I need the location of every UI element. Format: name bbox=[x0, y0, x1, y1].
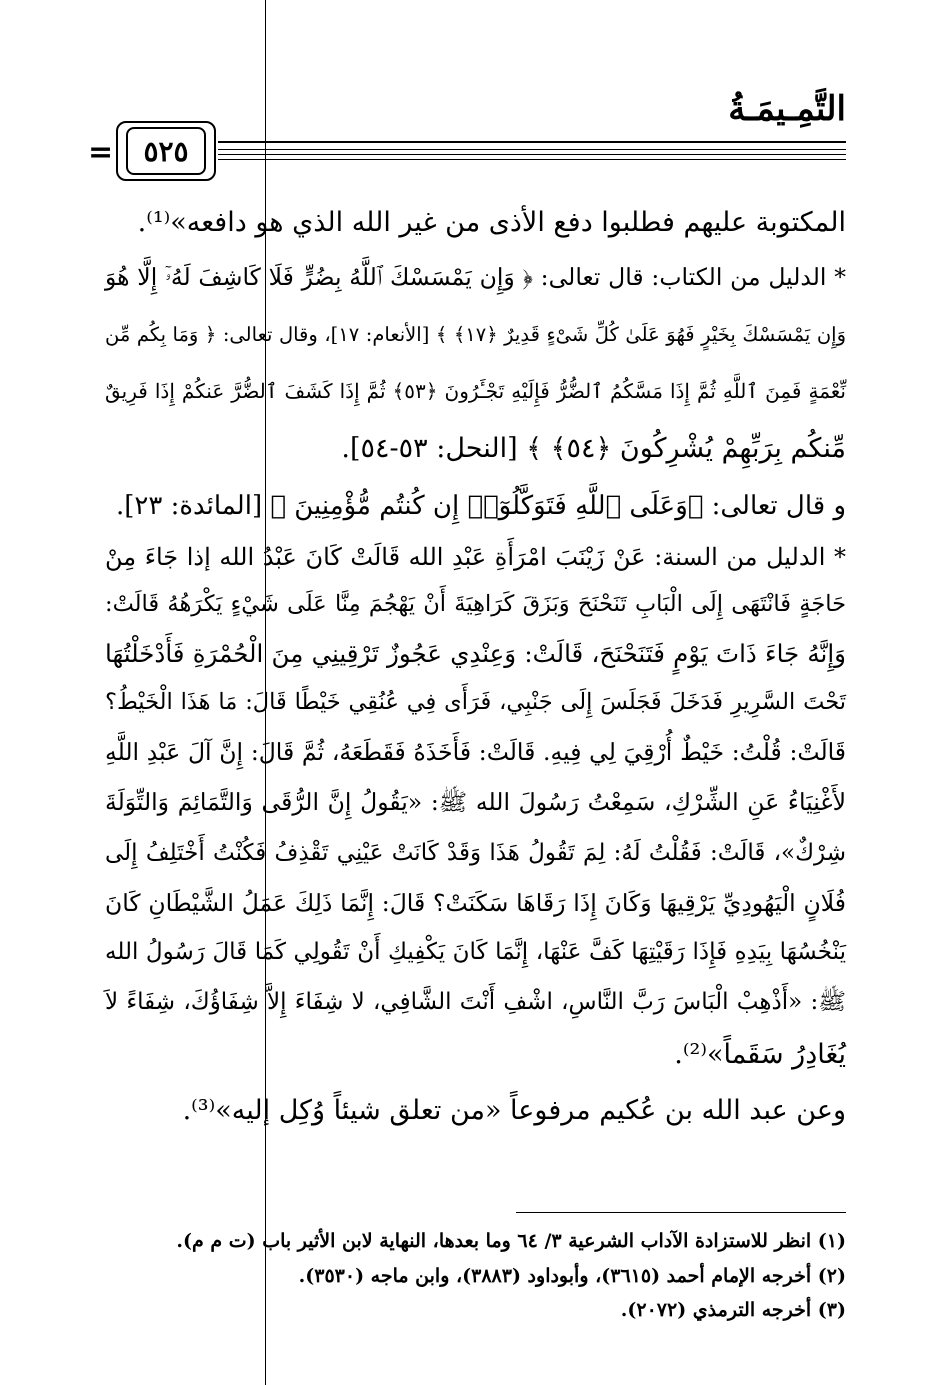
body-line: فُلَانٍ الْيَهُودِيِّ يَرْقِيهَا وَكَانَ إِذَا رَقَاهَا سَكَنَتْ؟ قَالَ: إِنَّمَا ذَلِكَ عَمَلُ الشَّيْطَانِ كَانَ bbox=[105, 889, 846, 917]
body-line: ﷺ: «أَذْهِبْ الْبَاسَ رَبَّ النَّاسِ، اشْفِ أَنْتَ الشَّافِي، لا شِفَاءَ إِلاَّ شِفَاؤُكَ، شِفَاءً لاَ bbox=[105, 989, 846, 1015]
body-line: وعن عبد الله بن عُكيم مرفوعاً «من تعلق شيئاً وُكِل إليه»⁽³⁾. bbox=[182, 1095, 846, 1126]
body-line: شِرْكٌ»، قَالَتْ: فَقُلْتُ لَهُ: لِمَ تَقُولُ هَذَا وَقَدْ كَانَتْ عَيْنِي تَقْذِفُ فَكُنْتُ أَخْتَلِفُ إِلَى bbox=[105, 840, 846, 866]
header-side-mark: = bbox=[88, 135, 114, 170]
running-title: التَّمِـيمَـةُ bbox=[728, 89, 846, 129]
body-line: * الدليل من السنة: عَنْ زَيْنَبَ امْرَأَةِ عَبْدِ الله قَالَتْ كَانَ عَبْدُ الله إذا جَاءَ مِنْ bbox=[105, 543, 846, 571]
body-line: تَحْتَ السَّرِيرِ فَدَخَلَ فَجَلَسَ إِلَى جَنْبِي، فَرَأَى فِي عُنُقِي خَيْطًا قَالَ: مَا هَذَا الْخَيْطُ؟ bbox=[105, 689, 846, 715]
footnote: (١) انظر للاستزادة الآداب الشرعية ٣/ ٦٤ وما بعدها، النهاية لابن الأثير باب (ت م م). bbox=[176, 1230, 846, 1252]
body-line: يَنْخُسُهَا بِيَدِهِ فَإِذَا رَقَيْتِهَا كَفَّ عَنْهَا، إِنَّمَا كَانَ يَكْفِيكِ أَنْ تَقُولِي كَمَا قَالَ رَسُولُ الله bbox=[105, 939, 846, 965]
body-line: المكتوبة عليهم فطلبوا دفع الأذى من غير الله الذي هو دافعه»⁽¹⁾. bbox=[137, 207, 846, 238]
body-line: يُغَادِرُ سَقَماً»⁽²⁾. bbox=[674, 1039, 846, 1070]
body-line: لأَغْنِيَاءُ عَنِ الشِّرْكِ، سَمِعْتُ رَسُولَ الله ﷺ: «يَقُولُ إِنَّ الرُّقَى وَالتَّمَائِمَ وَالتِّوَلَةَ bbox=[105, 788, 846, 816]
footnote: (٢) أخرجه الإمام أحمد (٣٦١٥)، وأبوداود (٣٨٨٣)، وابن ماجه (٣٥٣٠). bbox=[298, 1265, 846, 1287]
header-rule-line bbox=[218, 154, 846, 155]
body-line: وَإِنَّهُ جَاءَ ذَاتَ يَوْمٍ فَتَنَحْنَحَ، قَالَتْ: وَعِنْدِي عَجُوزٌ تَرْقِينِي مِنَ الْحُمْرَةِ فَأَدْخَلْتُهَا bbox=[105, 639, 846, 668]
body-line: نِّعْمَةٍ فَمِنَ ٱللَّهِ ثُمَّ إِذَا مَسَّكُمُ ٱلضُّرُّ فَإِلَيْهِ تَجْـَٔرُونَ ﴿٥٣﴾ ثُمَّ إِذَا كَشَفَ ٱلضُّرَّ عَنكُمْ إِذَا فَرِيقٌ bbox=[105, 379, 846, 403]
body-line: مِّنكُم بِرَبِّهِمْ يُشْرِكُونَ ﴿٥٤﴾ ﴾ [النحل: ٥٣-٥٤]. bbox=[341, 433, 846, 464]
footnote: (٣) أخرجه الترمذي (٢٠٧٢). bbox=[620, 1299, 846, 1321]
page-number: ٥٢٥ bbox=[126, 127, 206, 175]
body-line: قَالَتْ: قُلْتُ: خَيْطٌ أُرْقِيَ لِي فِيهِ. قَالَتْ: فَأَخَذَهُ فَقَطَعَهُ، ثُمَّ قَالَ: إِنَّ آلَ عَبْدِ اللَّهِ bbox=[105, 738, 846, 766]
header-rule bbox=[218, 141, 846, 143]
header-rule-line bbox=[218, 159, 846, 160]
body-line: حَاجَةٍ فَانْتَهَى إِلَى الْبَابِ تَنَحْنَحَ وَبَزَقَ كَرَاهِيَةَ أَنْ يَهْجُمَ مِنَّا عَلَى شَيْءٍ يَكْرَهُهُ قَالَتْ: bbox=[105, 591, 846, 617]
body-line: * الدليل من الكتاب: قال تعالى: ﴿ وَإِن يَمْسَسْكَ ٱللَّهُ بِضُرٍّ فَلَا كَاشِفَ لَهُۥٓ إِلَّا هُوَ bbox=[105, 263, 846, 291]
footnote-separator bbox=[516, 1212, 846, 1213]
header-rule-line bbox=[218, 149, 846, 150]
body-line: و قال تعالى: ﴿وَعَلَى ٱللَّهِ فَتَوَكَّلُوٓا۟ إِن كُنتُم مُّؤْمِنِينَ ﴾ [المائدة: ٢٣]. bbox=[115, 491, 846, 521]
body-line: وَإِن يَمْسَسْكَ بِخَيْرٍ فَهُوَ عَلَىٰ كُلِّ شَىْءٍ قَدِيرٌ ﴿١٧﴾ ﴾ [الأنعام: ١٧]، وقال تعالى: ﴿ وَمَا بِكُم مِّن bbox=[105, 323, 846, 346]
